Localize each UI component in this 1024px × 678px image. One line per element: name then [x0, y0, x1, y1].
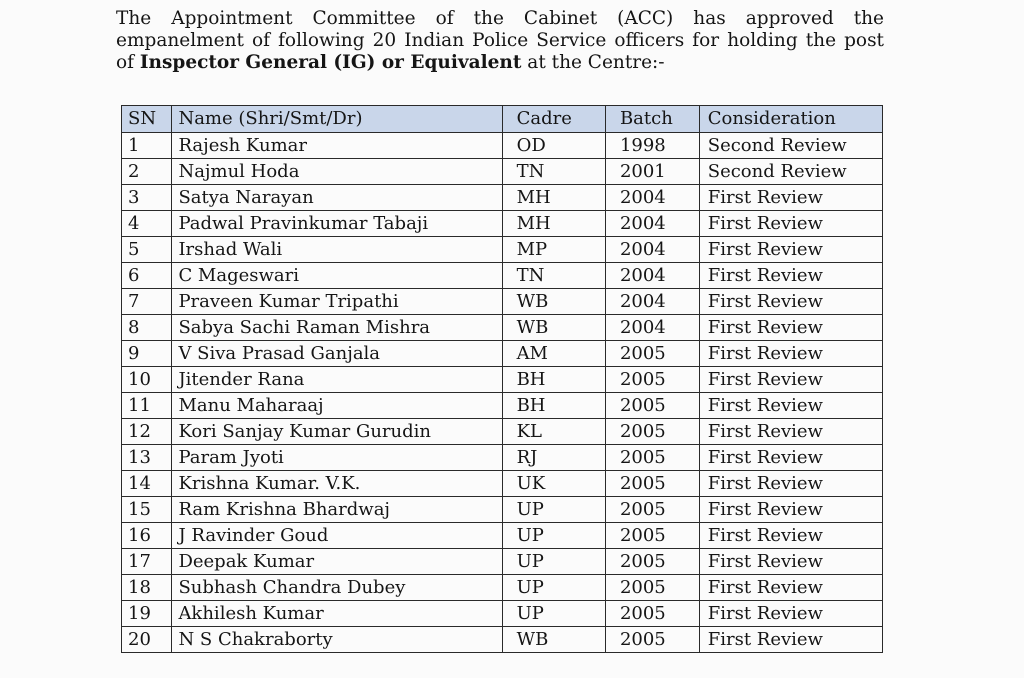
cell-consideration: First Review [699, 367, 882, 393]
cell-name: Kori Sanjay Kumar Gurudin [172, 419, 502, 445]
cell-sn: 8 [122, 315, 172, 341]
table-header [122, 106, 883, 133]
cell-consideration: First Review [699, 549, 882, 575]
cell-cadre: BH [502, 367, 605, 393]
cell-sn: 15 [122, 497, 172, 523]
table-row [122, 263, 883, 289]
cell-consideration: First Review [699, 471, 882, 497]
cell-sn: 18 [122, 575, 172, 601]
cell-batch: 2005 [605, 445, 699, 471]
cell-sn: 17 [122, 549, 172, 575]
cell-batch: 2001 [605, 159, 699, 185]
cell-sn: 14 [122, 471, 172, 497]
table-row [122, 133, 883, 159]
cell-consideration: First Review [699, 185, 882, 211]
intro-paragraph [116, 8, 884, 74]
cell-batch: 2005 [605, 471, 699, 497]
cell-consideration: Second Review [699, 159, 882, 185]
cell-name: Najmul Hoda [172, 159, 502, 185]
cell-cadre: UP [502, 523, 605, 549]
header-row [122, 106, 883, 133]
cell-batch: 2004 [605, 185, 699, 211]
table-row [122, 549, 883, 575]
table-row [122, 211, 883, 237]
cell-sn: 2 [122, 159, 172, 185]
cell-name: Subhash Chandra Dubey [172, 575, 502, 601]
cell-consideration: First Review [699, 315, 882, 341]
header-consideration: Consideration [699, 106, 882, 133]
cell-sn: 12 [122, 419, 172, 445]
cell-consideration: First Review [699, 575, 882, 601]
cell-batch: 1998 [605, 133, 699, 159]
cell-batch: 2005 [605, 367, 699, 393]
table-row [122, 497, 883, 523]
table-row [122, 367, 883, 393]
cell-cadre: BH [502, 393, 605, 419]
cell-batch: 2005 [605, 549, 699, 575]
cell-batch: 2005 [605, 627, 699, 653]
cell-consideration: First Review [699, 627, 882, 653]
cell-consideration: First Review [699, 497, 882, 523]
cell-name: Padwal Pravinkumar Tabaji [172, 211, 502, 237]
cell-consideration: First Review [699, 263, 882, 289]
cell-sn: 1 [122, 133, 172, 159]
cell-cadre: TN [502, 159, 605, 185]
cell-sn: 5 [122, 237, 172, 263]
cell-consideration: Second Review [699, 133, 882, 159]
cell-sn: 4 [122, 211, 172, 237]
cell-batch: 2005 [605, 419, 699, 445]
cell-batch: 2005 [605, 523, 699, 549]
table-row [122, 185, 883, 211]
cell-cadre: MH [502, 211, 605, 237]
header-batch: Batch [605, 106, 699, 133]
header-name: Name (Shri/Smt/Dr) [172, 106, 502, 133]
cell-sn: 13 [122, 445, 172, 471]
cell-consideration: First Review [699, 341, 882, 367]
intro-line-3-suffix: at the Centre:- [521, 52, 665, 73]
cell-consideration: First Review [699, 393, 882, 419]
cell-name: J Ravinder Goud [172, 523, 502, 549]
table-row [122, 237, 883, 263]
cell-batch: 2004 [605, 211, 699, 237]
cell-cadre: UK [502, 471, 605, 497]
cell-batch: 2005 [605, 341, 699, 367]
intro-line-3-prefix: of [116, 52, 140, 73]
table-row [122, 575, 883, 601]
cell-batch: 2005 [605, 497, 699, 523]
table-row [122, 341, 883, 367]
cell-batch: 2005 [605, 575, 699, 601]
header-cadre: Cadre [502, 106, 605, 133]
cell-cadre: WB [502, 627, 605, 653]
cell-cadre: UP [502, 549, 605, 575]
cell-consideration: First Review [699, 289, 882, 315]
cell-sn: 6 [122, 263, 172, 289]
table-row [122, 159, 883, 185]
cell-name: Jitender Rana [172, 367, 502, 393]
cell-name: Deepak Kumar [172, 549, 502, 575]
cell-cadre: WB [502, 315, 605, 341]
cell-name: Satya Narayan [172, 185, 502, 211]
intro-line-3 [116, 52, 884, 74]
cell-name: N S Chakraborty [172, 627, 502, 653]
table-row [122, 445, 883, 471]
cell-name: Param Jyoti [172, 445, 502, 471]
table-row [122, 601, 883, 627]
cell-name: Sabya Sachi Raman Mishra [172, 315, 502, 341]
cell-sn: 9 [122, 341, 172, 367]
cell-consideration: First Review [699, 211, 882, 237]
cell-cadre: UP [502, 575, 605, 601]
cell-cadre: MP [502, 237, 605, 263]
cell-batch: 2004 [605, 289, 699, 315]
cell-name: Akhilesh Kumar [172, 601, 502, 627]
cell-name: Irshad Wali [172, 237, 502, 263]
cell-consideration: First Review [699, 237, 882, 263]
table-row [122, 393, 883, 419]
table-row [122, 289, 883, 315]
table-row [122, 471, 883, 497]
officers-table [121, 105, 883, 653]
cell-cadre: UP [502, 601, 605, 627]
header-sn: SN [122, 106, 172, 133]
post-title: Inspector General (IG) or Equivalent [139, 52, 522, 73]
cell-name: Rajesh Kumar [172, 133, 502, 159]
cell-cadre: KL [502, 419, 605, 445]
table-row [122, 315, 883, 341]
cell-sn: 3 [122, 185, 172, 211]
cell-sn: 20 [122, 627, 172, 653]
cell-batch: 2004 [605, 263, 699, 289]
cell-consideration: First Review [699, 523, 882, 549]
cell-cadre: WB [502, 289, 605, 315]
cell-sn: 16 [122, 523, 172, 549]
cell-sn: 10 [122, 367, 172, 393]
cell-cadre: OD [502, 133, 605, 159]
cell-name: Ram Krishna Bhardwaj [172, 497, 502, 523]
table-row [122, 419, 883, 445]
cell-name: Manu Maharaaj [172, 393, 502, 419]
cell-name: V Siva Prasad Ganjala [172, 341, 502, 367]
cell-sn: 19 [122, 601, 172, 627]
table-body [122, 133, 883, 653]
table-row [122, 627, 883, 653]
cell-name: Krishna Kumar. V.K. [172, 471, 502, 497]
cell-cadre: RJ [502, 445, 605, 471]
cell-sn: 11 [122, 393, 172, 419]
cell-consideration: First Review [699, 419, 882, 445]
cell-cadre: MH [502, 185, 605, 211]
intro-line-2: empanelment of following 20 Indian Police Service officers for holding the post [116, 30, 884, 51]
cell-cadre: TN [502, 263, 605, 289]
intro-line-1: The Appointment Committee of the Cabinet (ACC) has approved the [116, 8, 884, 29]
cell-batch: 2005 [605, 393, 699, 419]
table-row [122, 523, 883, 549]
cell-name: C Mageswari [172, 263, 502, 289]
cell-name: Praveen Kumar Tripathi [172, 289, 502, 315]
cell-cadre: AM [502, 341, 605, 367]
cell-batch: 2005 [605, 601, 699, 627]
cell-consideration: First Review [699, 601, 882, 627]
cell-consideration: First Review [699, 445, 882, 471]
cell-sn: 7 [122, 289, 172, 315]
cell-batch: 2004 [605, 315, 699, 341]
cell-cadre: UP [502, 497, 605, 523]
cell-batch: 2004 [605, 237, 699, 263]
